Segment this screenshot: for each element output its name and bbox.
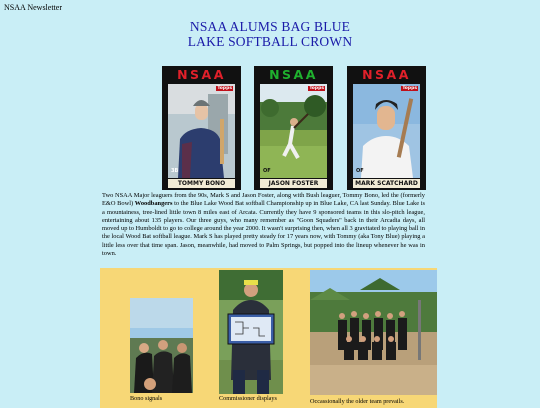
gallery-caption-2: Commissioner displays xyxy=(219,395,277,402)
card-header: NSAA xyxy=(362,67,411,82)
topps-logo: Topps xyxy=(309,86,324,91)
topps-logo: Topps xyxy=(217,86,232,91)
card-photo xyxy=(353,84,420,178)
newsletter-label: NSAA Newsletter xyxy=(4,3,62,12)
card-header: NSAA xyxy=(177,67,226,82)
article-part-1: Two NSAA Major leaguers from the 90s, Mark S and Jason Foster, along with Bush leaguer, Tommy Bono, led the (formerly E&O Bowl) xyxy=(102,192,425,208)
gallery-caption-3: Occassionally the older team prevails. xyxy=(310,398,405,405)
baseball-card-jason-foster xyxy=(254,66,333,190)
card-photo xyxy=(168,84,235,178)
card-player-name: MARK SCATCHARD xyxy=(353,179,420,188)
card-position: 3B xyxy=(171,168,179,174)
card-player-name: JASON FOSTER xyxy=(260,179,327,188)
topps-logo: Topps xyxy=(402,86,417,91)
article-part-2: to the Blue Lake Wood Bat softball Championship up in Blue Lake, CA last Sunday. Blue Lake is a mountainess, tree-lined little town 8 miles east of Arcata. Currently they have 9 sponsored teams in this slo-pitch league, entertaining about 135 players. Our three guys, who many remember as "Goon Squaders" back in their Arcadia days, all moved up to Humboldt to go to college around the year 2000. It wasn't surprising then, when all 3 gravitated to playing ball in the local Wood Bat softball league. Mark S has played pretty steady for 17 years now, with Tommy (aka Tony Blue) playing a little less over that time span. Jason, meanwhile, had moved to Palm Springs, but popped into the lineup whenever he was in town. xyxy=(102,200,425,258)
card-photo xyxy=(260,84,327,178)
headline-line-2: LAKE SOFTBALL CROWN xyxy=(187,34,353,49)
photo-gallery xyxy=(100,268,437,408)
headline xyxy=(0,19,540,49)
gallery-caption-1: Bono signals xyxy=(130,395,163,402)
gallery-photo-bono xyxy=(130,298,193,393)
article-body xyxy=(102,192,425,258)
card-position: OF xyxy=(356,168,364,174)
baseball-card-tommy-bono xyxy=(162,66,241,190)
card-player-name: TOMMY BONO xyxy=(168,179,235,188)
gallery-photo-commissioner xyxy=(219,270,283,394)
card-header: NSAA xyxy=(269,67,318,82)
baseball-card-mark-scatchard xyxy=(347,66,426,190)
gallery-photo-team xyxy=(310,270,437,395)
headline-line-1: NSAA ALUMS BAG BLUE xyxy=(189,19,351,34)
card-position: OF xyxy=(263,168,271,174)
article-team-name: Woodbangers xyxy=(134,200,173,208)
